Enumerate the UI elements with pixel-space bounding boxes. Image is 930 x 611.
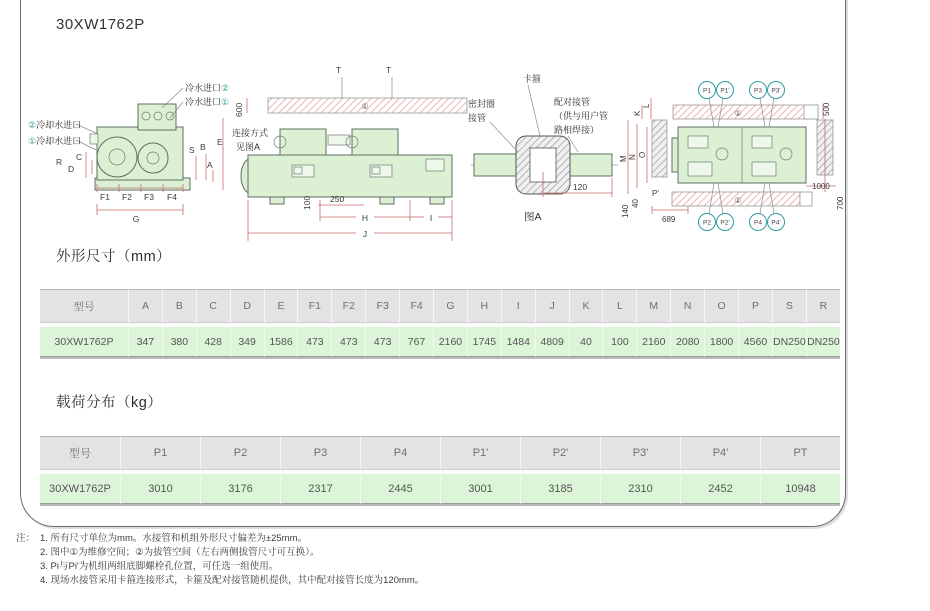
column-header: D [230,289,264,323]
value-cell: 2452 [680,470,760,504]
anchor-label-p2: P2 [703,219,711,227]
anchor-label-p4q: P4' [771,219,781,227]
loads-table-head [40,436,840,470]
note-item: 2. 图中①为维修空间；②为拔管空间（左右两侧拔管尺寸可互换）。 [40,547,320,558]
chilled-inlet-label-1: 冷水进口① [185,97,230,107]
dim-label-a: A [207,160,213,170]
dim-label-e: E [217,137,223,147]
dim-label-r: R [56,157,63,167]
dim-label-o: O [638,151,647,158]
column-header: E [264,289,298,323]
value-cell: 1484 [501,323,535,357]
dim-label-l: L [642,103,651,108]
detail-a-caption: 图A [524,211,542,223]
seal-label-line1: 密封圈 [468,99,496,109]
dimensions-table-wrap [40,289,840,359]
dim-label-j: J [362,229,368,239]
anchor-label-p3q: P3' [771,87,781,95]
footnotes [16,532,424,588]
space-circle-top: ① [734,109,742,118]
value-cell: 1745 [467,323,501,357]
value-cell: 1586 [264,323,298,357]
table-row [40,470,840,504]
cooling-inlet-label-1: ①冷却水进口 [28,136,82,146]
column-header: I [501,289,535,323]
footnotes-prefix: 注： [16,533,36,544]
value-cell: 2310 [600,470,680,504]
dim-label-140: 140 [621,204,630,218]
dim-label-100: 100 [302,195,312,210]
dim-label-f2: F2 [122,192,132,202]
dim-label-40: 40 [631,199,640,208]
dim-label-689: 689 [662,215,676,224]
value-cell: 3185 [520,470,600,504]
column-header: G [433,289,467,323]
value-cell: 2160 [433,323,467,357]
column-header: S [772,289,806,323]
dim-label-m: M [619,155,628,162]
value-cell: 380 [162,323,196,357]
note-item: 1. 所有尺寸单位为mm。水接管和机组外形尺寸偏差为±25mm。 [40,533,307,544]
column-header: 型号 [40,436,120,470]
value-cell: 473 [331,323,365,357]
service-space-band [234,98,467,117]
column-header: P4' [680,436,760,470]
clamp-label: 卡箍 [523,74,542,84]
model-cell: 30XW1762P [40,323,128,357]
value-cell: 767 [399,323,433,357]
column-header: P3' [600,436,680,470]
value-cell: 2445 [360,470,440,504]
loads-table-wrap [40,436,840,506]
column-header: H [467,289,501,323]
column-header: P2 [200,436,280,470]
value-cell: 10948 [760,470,840,504]
dim-label-700: 700 [836,196,845,210]
dim-label-500: 500 [822,102,831,116]
dim-label-g: G [132,214,140,224]
value-cell: 428 [196,323,230,357]
t-marker-icon: T [386,65,392,75]
dimensions-table-body [40,323,840,357]
seal-label-line2: 接管 [468,113,487,123]
loads-heading: 载荷分布（kg） [56,395,163,411]
dim-label-d: D [68,164,75,174]
dim-label-120: 120 [572,182,588,192]
value-cell: 100 [602,323,636,357]
anchor-label-p4: P4 [754,219,762,227]
model-cell: 30XW1762P [40,470,120,504]
note-item: 3. Pi与Pi'为机组两组底脚螺栓孔位置，可任选一组使用。 [40,561,279,572]
column-header: F1 [297,289,331,323]
dim-label-b: B [200,142,206,152]
value-cell: 1800 [704,323,738,357]
value-cell: 2317 [280,470,360,504]
machine-outline [241,129,452,204]
dim-label-k: K [633,110,642,116]
space-circle-1: ① [361,102,369,111]
column-header: F2 [331,289,365,323]
plan-view-drawing [618,58,853,248]
value-cell: 347 [128,323,162,357]
dim-label-i: I [429,213,433,223]
value-cell: 4560 [738,323,772,357]
dim-label-p: P' [652,189,659,198]
column-header: P3 [280,436,360,470]
column-header: PT [760,436,840,470]
column-header: P1 [120,436,200,470]
column-header: P [738,289,772,323]
value-cell: DN250 [772,323,806,357]
column-header: K [569,289,603,323]
column-header: 型号 [40,289,128,323]
value-cell: 473 [297,323,331,357]
chilled-inlet-label-2: 冷水进口② [185,83,230,93]
column-header: A [128,289,162,323]
value-cell: 3001 [440,470,520,504]
mating-label-line1: 配对接管 [554,97,591,107]
connection-note-line2: 见图A [236,142,261,152]
column-header: B [162,289,196,323]
cooling-water-labels [28,119,98,150]
column-header: M [636,289,670,323]
machine-outline [90,104,190,190]
value-cell: 3176 [200,470,280,504]
anchor-label-p2q: P2' [720,219,730,227]
t-marker-icon: T [336,65,342,75]
column-header: P2' [520,436,600,470]
column-header: F3 [365,289,399,323]
loads-table [40,436,840,504]
loads-table-body [40,470,840,504]
coupling-detail-drawing [468,60,623,225]
column-header: N [670,289,704,323]
column-header: P4 [360,436,440,470]
dim-label-f4: F4 [167,192,177,202]
cooling-inlet-label-2: ②冷却水进口 [28,120,82,130]
dimensions-table [40,289,840,357]
mating-label-line2: （供与用户管 [554,111,609,121]
machine-outline [672,127,806,183]
column-header: J [535,289,569,323]
dimensions-table-head [40,289,840,323]
hoist-markers [336,65,392,98]
page-title: 30XW1762P [56,16,145,33]
value-cell: 2080 [670,323,704,357]
mating-label-line3: 路相焊接） [554,125,600,135]
dim-label-n: N [628,154,637,160]
dim-label-f3: F3 [144,192,154,202]
column-header: L [602,289,636,323]
column-header: F4 [399,289,433,323]
column-header: P1' [440,436,520,470]
dim-label-s: S [189,145,195,155]
value-cell: 2160 [636,323,670,357]
side-view-drawing [230,55,475,245]
value-cell: 473 [365,323,399,357]
column-header: O [704,289,738,323]
dim-label-250: 250 [330,194,345,204]
dim-label-1000: 1000 [812,182,830,191]
dim-label-h: H [361,213,369,223]
connection-note-line1: 连接方式 [232,128,269,138]
value-cell: 4809 [535,323,569,357]
footnotes-list [40,532,424,588]
value-cell: DN250 [806,323,840,357]
connection-note [232,127,268,152]
anchor-label-p3: P3 [754,87,762,95]
anchor-label-p1q: P1' [720,87,730,95]
dim-label-c: C [76,152,83,162]
note-item: 4. 现场水接管采用卡箍连接形式，卡箍及配对接管随机提供，其中配对接管长度为120mm。 [40,575,425,586]
column-header: C [196,289,230,323]
value-cell: 349 [230,323,264,357]
table-row [40,323,840,357]
value-cell: 40 [569,323,603,357]
dimensions-heading: 外形尺寸（mm） [56,249,172,265]
dim-label-f1: F1 [100,192,110,202]
column-header: R [806,289,840,323]
value-cell: 3010 [120,470,200,504]
anchor-label-p1: P1 [703,87,711,95]
space-circle-bottom: ① [734,196,742,205]
dim-label-600: 600 [234,102,244,117]
